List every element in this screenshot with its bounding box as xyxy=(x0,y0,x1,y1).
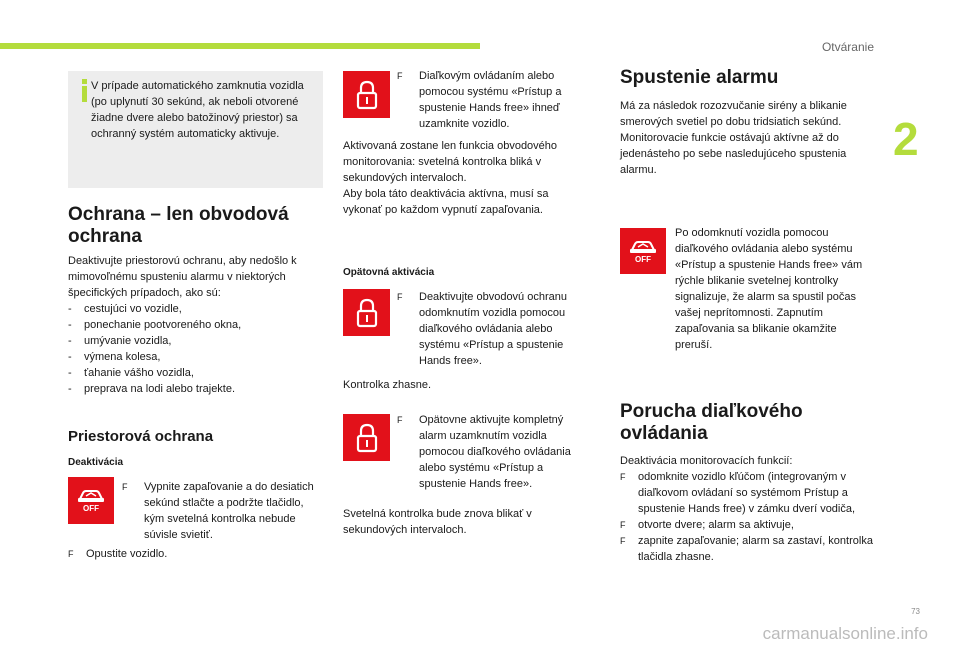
label-reactivation: Opätovná aktivácia xyxy=(343,267,435,278)
list-item: - výmena kolesa, xyxy=(68,351,161,363)
page-number: 73 xyxy=(911,607,920,616)
watermark: carmanualsonline.info xyxy=(762,624,928,643)
off-label-2: OFF xyxy=(635,254,651,264)
alarm-trigger-text: Má za následok rozozvučanie sirény a blikanie smerových svetiel po dobu tridsiatich sekúnd. Monitorovacie funkcie ostávajú aktívne až do jedenásteho po sebe nasledujúceho spustenia alarmu. xyxy=(620,100,847,176)
lock-step: F Diaľkovým ovládaním alebo pomocou systému «Prístup a spustenie Hands free» ihneď uzamknite vozidlo. xyxy=(397,70,562,130)
section-title: Otváranie xyxy=(821,40,874,54)
heading-remote-failure: Porucha diaľkového ovládania xyxy=(620,401,803,444)
accent-bar xyxy=(0,43,480,49)
list-item: - ťahanie vášho vozidla, xyxy=(68,367,194,379)
lock-icon xyxy=(343,71,390,118)
chapter-number: 2 xyxy=(893,113,919,165)
info-text: V prípade automatického zamknutia vozidla (po uplynutí 30 sekúnd, ak neboli otvorené žiadne dvere alebo batožinový priestor) sa ochranný systém automaticky aktivuje. xyxy=(91,80,304,140)
list-item: - ponechanie pootvoreného okna, xyxy=(68,319,242,331)
list-item: - umývanie vozidla, xyxy=(68,335,172,347)
heading-volumetric-protection: Priestorová ochrana xyxy=(68,428,214,445)
leave-vehicle-step: F Opustite vozidlo. xyxy=(68,548,168,560)
full-reactivation-step: F Opätovne aktivujte kompletný alarm uzamknutím vozidla pomocou diaľkového ovládania alebo systému «Prístup a spustenie Hands free». xyxy=(397,414,571,490)
label-deactivation: Deaktivácia xyxy=(68,457,124,468)
light-off-text: Kontrolka zhasne. xyxy=(343,379,432,391)
list-item: - cestujúci vo vozidle, xyxy=(68,303,182,315)
heading-alarm-trigger: Spustenie alarmu xyxy=(620,67,779,88)
info-icon xyxy=(80,79,89,102)
off-label: OFF xyxy=(83,504,99,513)
deactivation-step: F Vypnite zapaľovanie a do desiatich sekúnd stlačte a podržte tlačidlo, kým svetelná kontrolka nebude súvisle svietiť. xyxy=(122,481,314,541)
alarm-off-icon xyxy=(68,477,114,524)
unlock-icon xyxy=(343,289,390,336)
cases-list xyxy=(68,301,323,397)
failure-steps-list xyxy=(620,469,878,565)
list-item: F otvorte dvere; alarm sa aktivuje, xyxy=(620,519,794,531)
unlock-blink-text: Po odomknutí vozidla pomocou diaľkového ovládania alebo systému «Prístup a spustenie Hands free» vám rýchle blikanie svetelnej kontrolky signalizuje, že alarm sa spustil počas vašej neprítomnosti. Zapnutím zapaľovania sa blikanie okamžite preruší. xyxy=(675,227,863,351)
list-item: F zapnite zapaľovanie; alarm sa zastaví, kontrolka tlačidla zhasne. xyxy=(620,535,873,563)
deactivation-intro: Deaktivácia monitorovacích funkcií: xyxy=(620,455,793,467)
lock-icon-2 xyxy=(343,414,390,461)
reactivation-step: F Deaktivujte obvodovú ochranu odomknutím vozidla pomocou diaľkového ovládania alebo systému «Prístup a spustenie Hands free». xyxy=(397,291,567,367)
list-item: - preprava na lodi alebo trajekte. xyxy=(68,383,236,395)
deactivation-note: Aby bola táto deaktivácia aktívna, musí sa vykonať po každom vypnutí zapaľovania. xyxy=(343,188,549,216)
blink-again-text: Svetelná kontrolka bude znova blikať v sekundových intervaloch. xyxy=(343,508,532,536)
active-paragraph: Aktivovaná zostane len funkcia obvodového monitorovania: svetelná kontrolka bliká v sekundových intervaloch. xyxy=(343,140,558,184)
alarm-off-icon-2 xyxy=(620,228,666,274)
heading-perimeter-protection: Ochrana – len obvodová ochrana xyxy=(68,204,289,247)
list-item: F odomknite vozidlo kľúčom (integrovaným v diaľkovom ovládaní so systémom Prístup a spustenie Hands free) v zámku dverí vodiča, xyxy=(620,471,856,515)
intro-paragraph: Deaktivujte priestorovú ochranu, aby nedošlo k mimovoľnému spusteniu alarmu v niektorých špecifických prípadoch, ako sú: xyxy=(68,255,297,299)
